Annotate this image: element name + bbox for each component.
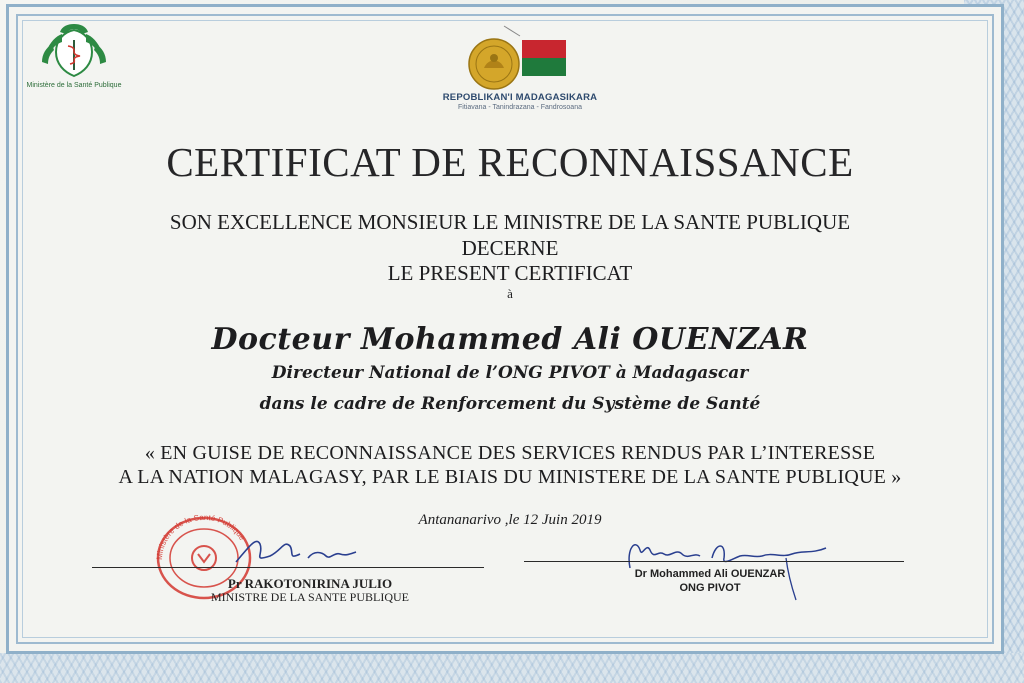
- minister-signature-icon: [230, 528, 370, 572]
- cosigner-name: Dr Mohammed Ali OUENZAR: [634, 568, 786, 580]
- ministry-emblem-icon: [26, 22, 122, 84]
- republic-emblem: [420, 18, 620, 113]
- place-and-date: Antananarivo ,le 12 Juin 2019: [418, 512, 602, 528]
- ministry-logo: [26, 22, 122, 102]
- recipient-role-line-1: Directeur National de l’ONG PIVOT à Madagascar: [271, 363, 749, 383]
- citation-line-1: « EN GUISE DE RECONNAISSANCE DES SERVICES RENDUS PAR L’INTERESSE: [144, 442, 876, 464]
- recipient-role-line-2: dans le cadre de Renforcement du Système de Santé: [259, 394, 761, 414]
- citation-line-2: A LA NATION MALAGASY, PAR LE BIAIS DU MINISTERE DE LA SANTE PUBLIQUE »: [118, 466, 902, 488]
- republic-name: REPOBLIKAN'I MADAGASIKARA: [442, 92, 598, 103]
- minister-signature-line: [92, 567, 484, 568]
- preamble-line-4: à: [507, 286, 513, 301]
- recipient-name: Docteur Mohammed Ali OUENZAR: [211, 322, 809, 357]
- stamp-text: Ministère de la Santé Publique: [154, 512, 247, 561]
- minister-name: Pr RAKOTONIRINA JULIO: [227, 576, 393, 591]
- seal-and-flag-icon: [420, 18, 620, 92]
- minister-title: MINISTRE DE LA SANTE PUBLIQUE: [211, 590, 409, 604]
- recipient-signature-line: [524, 561, 904, 562]
- preamble-line-3: LE PRESENT CERTIFICAT: [387, 261, 633, 285]
- guilloche-border-bottom: [0, 653, 1024, 683]
- preamble-line-1: SON EXCELLENCE MONSIEUR LE MINISTRE DE LA SANTE PUBLIQUE: [169, 210, 851, 234]
- ministry-logo-caption: Ministère de la Santé Publique: [26, 82, 122, 89]
- preamble-line-2: DECERNE: [461, 236, 559, 260]
- certificate-title: CERTIFICAT DE RECONNAISSANCE: [166, 139, 854, 185]
- republic-motto: Fitiavana - Tanindrazana - Fandrosoana: [457, 104, 582, 111]
- cosigner-organization: ONG PIVOT: [679, 582, 741, 594]
